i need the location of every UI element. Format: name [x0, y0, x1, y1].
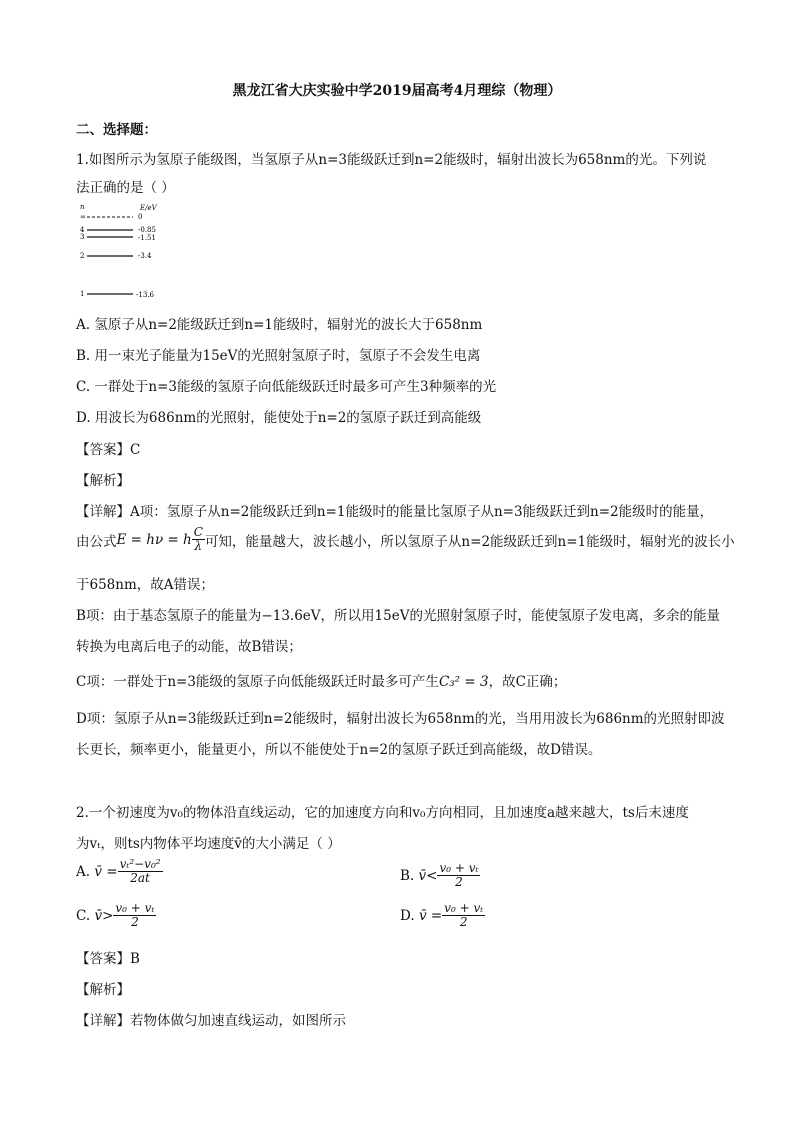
detail-c-post: ，故C正确； — [488, 674, 567, 690]
combination-formula: C₃² = 3 — [438, 674, 489, 690]
q1-answer: 【答案】C — [76, 442, 141, 458]
option-d-numerator: v₀ + vₜ — [444, 901, 484, 915]
option-b-numerator: v₀ + vₜ — [439, 861, 479, 875]
section-heading: 二、选择题： — [76, 122, 157, 138]
level-n-1: 1 — [80, 290, 85, 298]
q1-detail-b-line1: B项：由于基态氢原子的能量为−13.6eV，所以用15eV的光照射氢原子时，能使氢原子发电离，多余的能量 — [76, 608, 720, 624]
q1-detail-a-line2 — [76, 526, 735, 553]
level-e-2: -3.4 — [138, 252, 152, 260]
q1-detail-c — [76, 670, 566, 690]
energy-axis-label: E/eV — [140, 204, 157, 212]
level-n-3: 3 — [80, 233, 85, 241]
detail-a-post: 可知，能量越大，波长越小，所以氢原子从n=2能级跃迁到n=1能级时，辐射光的波长小 — [204, 533, 735, 550]
q2-option-d — [400, 902, 485, 929]
option-d-fraction — [442, 902, 485, 929]
option-b-denominator: 2 — [455, 875, 463, 889]
option-b-lhs: v̄< — [418, 867, 438, 884]
level-n-inf: ∞ — [80, 213, 86, 221]
level-e-1: -13.6 — [136, 291, 154, 299]
option-a-fraction — [118, 858, 163, 885]
q2-answer: 【答案】B — [76, 951, 140, 967]
option-c-lhs: v̄> — [94, 907, 114, 924]
option-b-label: B. — [400, 867, 415, 884]
level-n-4: 4 — [80, 226, 85, 234]
energy-formula: E = hν = h — [116, 531, 192, 548]
q1-stem-line1: 1.如图所示为氢原子能级图，当氢原子从n=3能级跃迁到n=2能级时，辐射出波长为658nm的光。下列说 — [76, 152, 707, 168]
q1-analysis-label: 【解析】 — [76, 473, 130, 489]
fraction-numerator: C — [193, 525, 203, 539]
option-d-denominator: 2 — [459, 915, 468, 929]
level-e-inf: 0 — [138, 213, 143, 221]
q1-stem-line2: 法正确的是（ ） — [76, 180, 175, 196]
energy-level-diagram — [78, 200, 178, 302]
q2-option-b — [400, 862, 480, 889]
q1-option-d: D. 用波长为686nm的光照射，能使处于n=2的氢原子跃迁到高能级 — [76, 410, 482, 426]
option-d-label: D. — [400, 907, 415, 924]
q1-detail-d-line1: D项：氢原子从n=3能级跃迁到n=2能级时，辐射出波长为658nm的光，当用用波长为686nm的光照射即波 — [76, 711, 725, 727]
option-d-lhs: v̄ = — [418, 907, 443, 924]
q2-stem-line1: 2.一个初速度为v₀的物体沿直线运动，它的加速度方向和v₀方向相同，且加速度a越来越大，ts后末速度 — [76, 805, 689, 821]
option-c-label: C. — [76, 907, 91, 924]
q1-detail-a-line3: 于658nm，故A错误； — [76, 577, 215, 593]
q2-detail: 【详解】若物体做匀加速直线运动，如图所示 — [76, 1013, 346, 1029]
option-a-denominator: 2at — [130, 871, 150, 885]
q2-stem-line2: 为vₜ，则ts内物体平均速度v̄的大小满足（ ） — [76, 836, 341, 852]
level-e-4: -0.85 — [138, 226, 156, 234]
q1-detail-a-line1: 【详解】A项：氢原子从n=2能级跃迁到n=1能级时的能量比氢原子从n=3能级跃迁到n=2能级时的能量， — [76, 504, 714, 520]
option-a-label: A. — [76, 863, 91, 880]
option-b-fraction — [437, 862, 480, 889]
q1-option-a: A. 氢原子从n=2能级跃迁到n=1能级时，辐射光的波长大于658nm — [76, 317, 483, 333]
page-title: 黑龙江省大庆实验中学2019届高考4月理综（物理） — [232, 83, 562, 99]
option-c-fraction — [113, 902, 156, 929]
detail-c-pre: C项：一群处于n=3能级的氢原子向低能级跃迁时最多可产生 — [76, 674, 439, 690]
option-a-lhs: v̄ = — [94, 863, 118, 880]
q2-option-c — [76, 902, 156, 929]
option-a-numerator: vₜ²−v₀² — [119, 857, 161, 871]
q1-detail-b-line2: 转换为电离后电子的动能，故B错误； — [76, 639, 302, 655]
q2-option-a — [76, 858, 163, 885]
option-c-denominator: 2 — [131, 915, 139, 929]
c-over-lambda-fraction — [192, 526, 205, 553]
n-axis-label: n — [80, 203, 85, 211]
fraction-denominator: λ — [194, 539, 203, 553]
level-n-2: 2 — [80, 252, 85, 260]
level-e-3: -1.51 — [138, 234, 156, 242]
q2-analysis-label: 【解析】 — [76, 982, 130, 998]
q1-detail-d-line2: 长更长，频率更小，能量更小，所以不能使处于n=2的氢原子跃迁到高能级，故D错误。 — [76, 742, 602, 758]
detail-a-pre: 由公式 — [76, 533, 117, 550]
q1-option-b: B. 用一束光子能量为15eV的光照射氢原子时，氢原子不会发生电离 — [76, 348, 481, 364]
option-c-numerator: v₀ + vₜ — [115, 901, 155, 915]
q1-option-c: C. 一群处于n=3能级的氢原子向低能级跃迁时最多可产生3种频率的光 — [76, 379, 497, 395]
